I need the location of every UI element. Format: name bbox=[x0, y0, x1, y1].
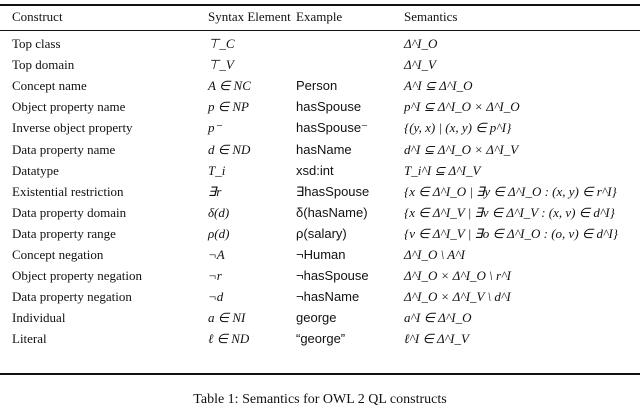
table-row bbox=[0, 184, 640, 205]
construct-cell: Data property domain bbox=[12, 204, 127, 220]
semantics-cell: a^I ∈ Δ^I_O bbox=[404, 310, 472, 326]
semantics-cell: Δ^I_O bbox=[404, 36, 438, 51]
header-syntax: Syntax Element bbox=[208, 9, 291, 24]
header-construct: Construct bbox=[12, 9, 63, 24]
semantics-cell: d^I ⊆ Δ^I_O × Δ^I_V bbox=[404, 141, 519, 157]
table-row bbox=[0, 78, 640, 99]
header-rule bbox=[0, 30, 640, 31]
construct-cell: Individual bbox=[12, 310, 66, 326]
syntax-cell: ¬A bbox=[208, 247, 225, 262]
syntax-cell: ¬d bbox=[208, 289, 224, 305]
bottom-rule bbox=[0, 373, 640, 375]
example-cell: Person bbox=[296, 78, 338, 94]
semantics-cell: {(y, x) | (x, y) ∈ p^I} bbox=[404, 120, 512, 136]
top-rule bbox=[0, 4, 640, 6]
table-row bbox=[0, 289, 640, 310]
table-row bbox=[0, 163, 640, 184]
syntax-cell: A ∈ NC bbox=[208, 78, 251, 94]
semantics-cell: {x ∈ Δ^I_O | ∃y ∈ Δ^I_O : (x, y) ∈ r^I} bbox=[404, 183, 617, 199]
example-cell: ¬hasName bbox=[296, 289, 360, 305]
construct-cell: Inverse object property bbox=[12, 120, 133, 136]
semantics-cell: p^I ⊆ Δ^I_O × Δ^I_O bbox=[404, 99, 520, 115]
example-cell: ¬hasSpouse bbox=[296, 268, 369, 284]
construct-cell: Existential restriction bbox=[12, 183, 124, 199]
syntax-cell: p⁻ bbox=[208, 120, 222, 136]
example-cell: “george” bbox=[296, 331, 346, 347]
syntax-cell: δ(d) bbox=[208, 204, 230, 220]
semantics-cell: Δ^I_O × Δ^I_O \ r^I bbox=[404, 268, 511, 284]
syntax-cell: ⊤_C bbox=[208, 36, 235, 51]
syntax-cell: ¬r bbox=[208, 268, 222, 284]
construct-cell: Concept name bbox=[12, 78, 87, 94]
example-cell: ∃hasSpouse bbox=[296, 183, 370, 199]
table-row bbox=[0, 310, 640, 331]
example-cell: hasName bbox=[296, 141, 352, 157]
syntax-cell: a ∈ NI bbox=[208, 310, 246, 326]
syntax-cell: ∃r bbox=[208, 183, 222, 199]
construct-cell: Concept negation bbox=[12, 247, 104, 262]
construct-cell: Top domain bbox=[12, 57, 75, 73]
table-row bbox=[0, 331, 640, 352]
table-row bbox=[0, 57, 640, 78]
table-row bbox=[0, 205, 640, 226]
example-cell: δ(hasName) bbox=[296, 204, 368, 220]
semantics-cell: Δ^I_O × Δ^I_V \ d^I bbox=[404, 289, 511, 305]
table-row bbox=[0, 247, 640, 268]
semantics-cell: Δ^I_O \ A^I bbox=[404, 247, 465, 262]
example-cell: george bbox=[296, 310, 337, 326]
syntax-cell: ρ(d) bbox=[208, 225, 230, 241]
example-cell: ρ(salary) bbox=[296, 225, 347, 241]
table-row bbox=[0, 226, 640, 247]
construct-cell: Top class bbox=[12, 36, 61, 51]
table-row bbox=[0, 36, 640, 57]
construct-cell: Data property negation bbox=[12, 289, 132, 305]
example-cell: ¬Human bbox=[296, 247, 346, 262]
header-example: Example bbox=[296, 9, 343, 24]
syntax-cell: d ∈ ND bbox=[208, 141, 251, 157]
table-row bbox=[0, 99, 640, 120]
syntax-cell: p ∈ NP bbox=[208, 99, 249, 115]
semantics-cell: {v ∈ Δ^I_V | ∃o ∈ Δ^I_O : (o, v) ∈ d^I} bbox=[404, 225, 618, 241]
syntax-cell: T_i bbox=[208, 162, 226, 178]
semantics-cell: ℓ^I ∈ Δ^I_V bbox=[404, 331, 469, 347]
example-cell: hasSpouse bbox=[296, 99, 362, 115]
syntax-cell: ℓ ∈ ND bbox=[208, 331, 250, 347]
construct-cell: Datatype bbox=[12, 162, 59, 178]
construct-cell: Object property negation bbox=[12, 268, 142, 284]
table-row bbox=[0, 120, 640, 141]
table-row bbox=[0, 268, 640, 289]
table-row bbox=[0, 142, 640, 163]
example-cell: xsd:int bbox=[296, 162, 334, 178]
semantics-cell: Δ^I_V bbox=[404, 57, 436, 73]
header-semantics: Semantics bbox=[404, 9, 458, 24]
construct-cell: Object property name bbox=[12, 99, 126, 115]
construct-cell: Data property name bbox=[12, 141, 116, 157]
construct-cell: Data property range bbox=[12, 225, 116, 241]
syntax-cell: ⊤_V bbox=[208, 57, 234, 73]
table-caption: Table 1: Semantics for OWL 2 QL constructs bbox=[193, 392, 447, 407]
example-cell: hasSpouse⁻ bbox=[296, 120, 368, 136]
construct-cell: Literal bbox=[12, 331, 47, 347]
semantics-cell: {x ∈ Δ^I_V | ∃v ∈ Δ^I_V : (x, v) ∈ d^I} bbox=[404, 204, 615, 220]
semantics-cell: A^I ⊆ Δ^I_O bbox=[404, 78, 473, 94]
semantics-cell: T_i^I ⊆ Δ^I_V bbox=[404, 162, 481, 178]
